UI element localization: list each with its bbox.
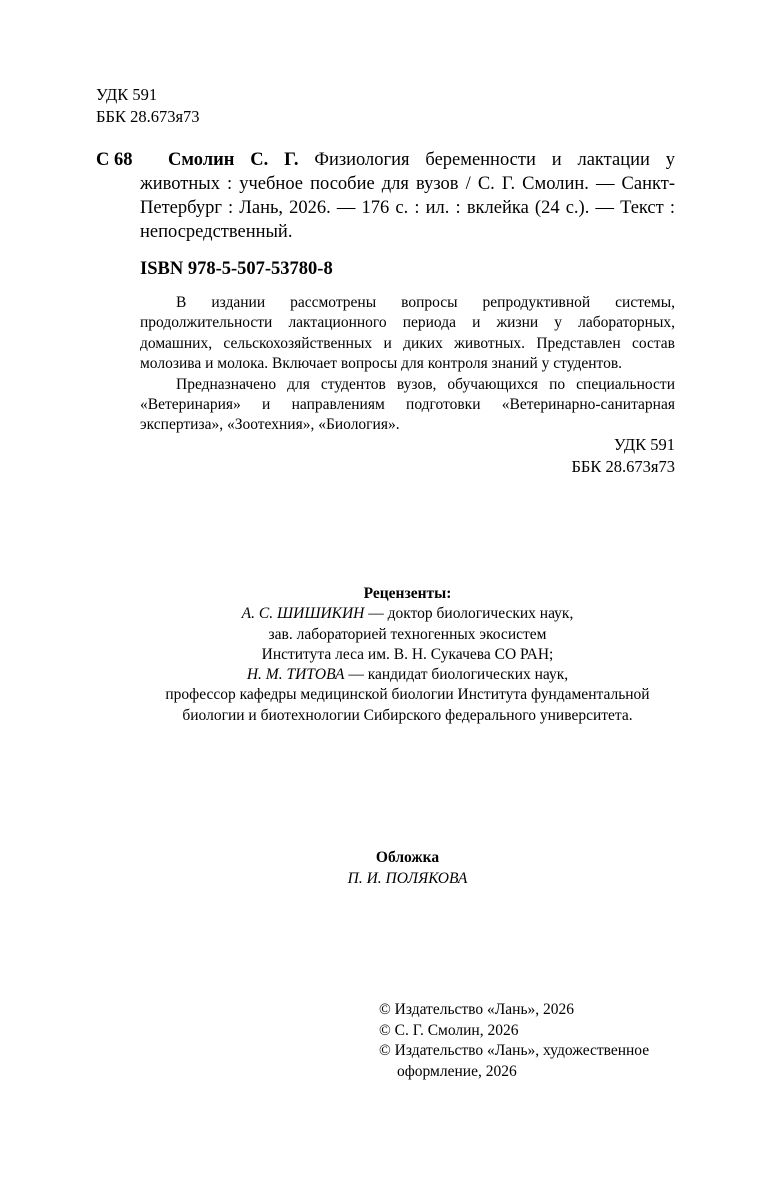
copyright-line: © Издательство «Лань», 2026 [379, 1001, 575, 1018]
reviewer-2-position: профессор кафедры медицинской биологии Института фундаментальной [165, 686, 650, 704]
udk-code: УДК 591 [613, 435, 675, 454]
reviewer-name: А. С. ШИШИКИН [241, 605, 365, 623]
udk-code: УДК 591 [96, 85, 158, 104]
cover-designer: П. И. ПОЛЯКОВА [347, 869, 468, 887]
udk-block-top [96, 84, 200, 128]
reviewer-title: — доктор биологических наук, [364, 605, 574, 623]
author-cipher: С 68 [96, 150, 133, 170]
udk-block-right [540, 434, 675, 478]
reviewers-block [140, 584, 675, 726]
reviewer-title: — кандидат биологических наук, [344, 666, 569, 684]
copyright-line: © Издательство «Лань», художественное оформление, 2026 [379, 1042, 650, 1080]
abstract-paragraph: Предназначено для студентов вузов, обучающихся по специальности «Ветеринария» и направлениям подготовки «Ветеринарно-санитарная экспертиза», «Зоотехния», «Биология». [140, 375, 675, 434]
cover-heading: Обложка [375, 849, 440, 866]
abstract-paragraph: В издании рассмотрены вопросы репродуктивной системы, продолжительности лактационного периода и жизни у лабораторных, домашних, сельскохозяйственных и диких животных. Представлен состав молозива и молока. Включает вопросы для контроля знаний у студентов. [140, 294, 675, 373]
reviewer-name: Н. М. ТИТОВА [246, 666, 345, 684]
record-text: Физиология беременности и лактации у животных : учебное пособие для вузов / С. Г. Смолин. — Санкт-Петербург : Лань, 2026. — 176 с. : ил. : вклейка (24 с.). — Текст : непосредственный. [140, 150, 676, 242]
reviewer-1-position: зав. лабораторией техногенных экосистем [268, 625, 547, 643]
bbk-code: ББК 28.673я73 [571, 457, 675, 476]
reviewer-2-institution: биологии и биотехнологии Сибирского федерального университета. [182, 706, 633, 724]
reviewer-1 [140, 604, 675, 624]
copyright-line: © С. Г. Смолин, 2026 [379, 1021, 519, 1039]
record-author: Смолин С. Г. [168, 150, 299, 170]
reviewer-2 [140, 665, 675, 685]
isbn: ISBN 978-5-507-53780-8 [140, 259, 333, 279]
bbk-code: ББК 28.673я73 [96, 107, 200, 126]
cover-credit [140, 848, 675, 889]
reviewer-1-institution: Института леса им. В. Н. Сукачева СО РАН; [261, 645, 554, 663]
reviewers-heading: Рецензенты: [363, 585, 452, 602]
abstract [140, 293, 675, 436]
bibliographic-record [140, 148, 675, 244]
copyright-block [379, 1000, 679, 1082]
